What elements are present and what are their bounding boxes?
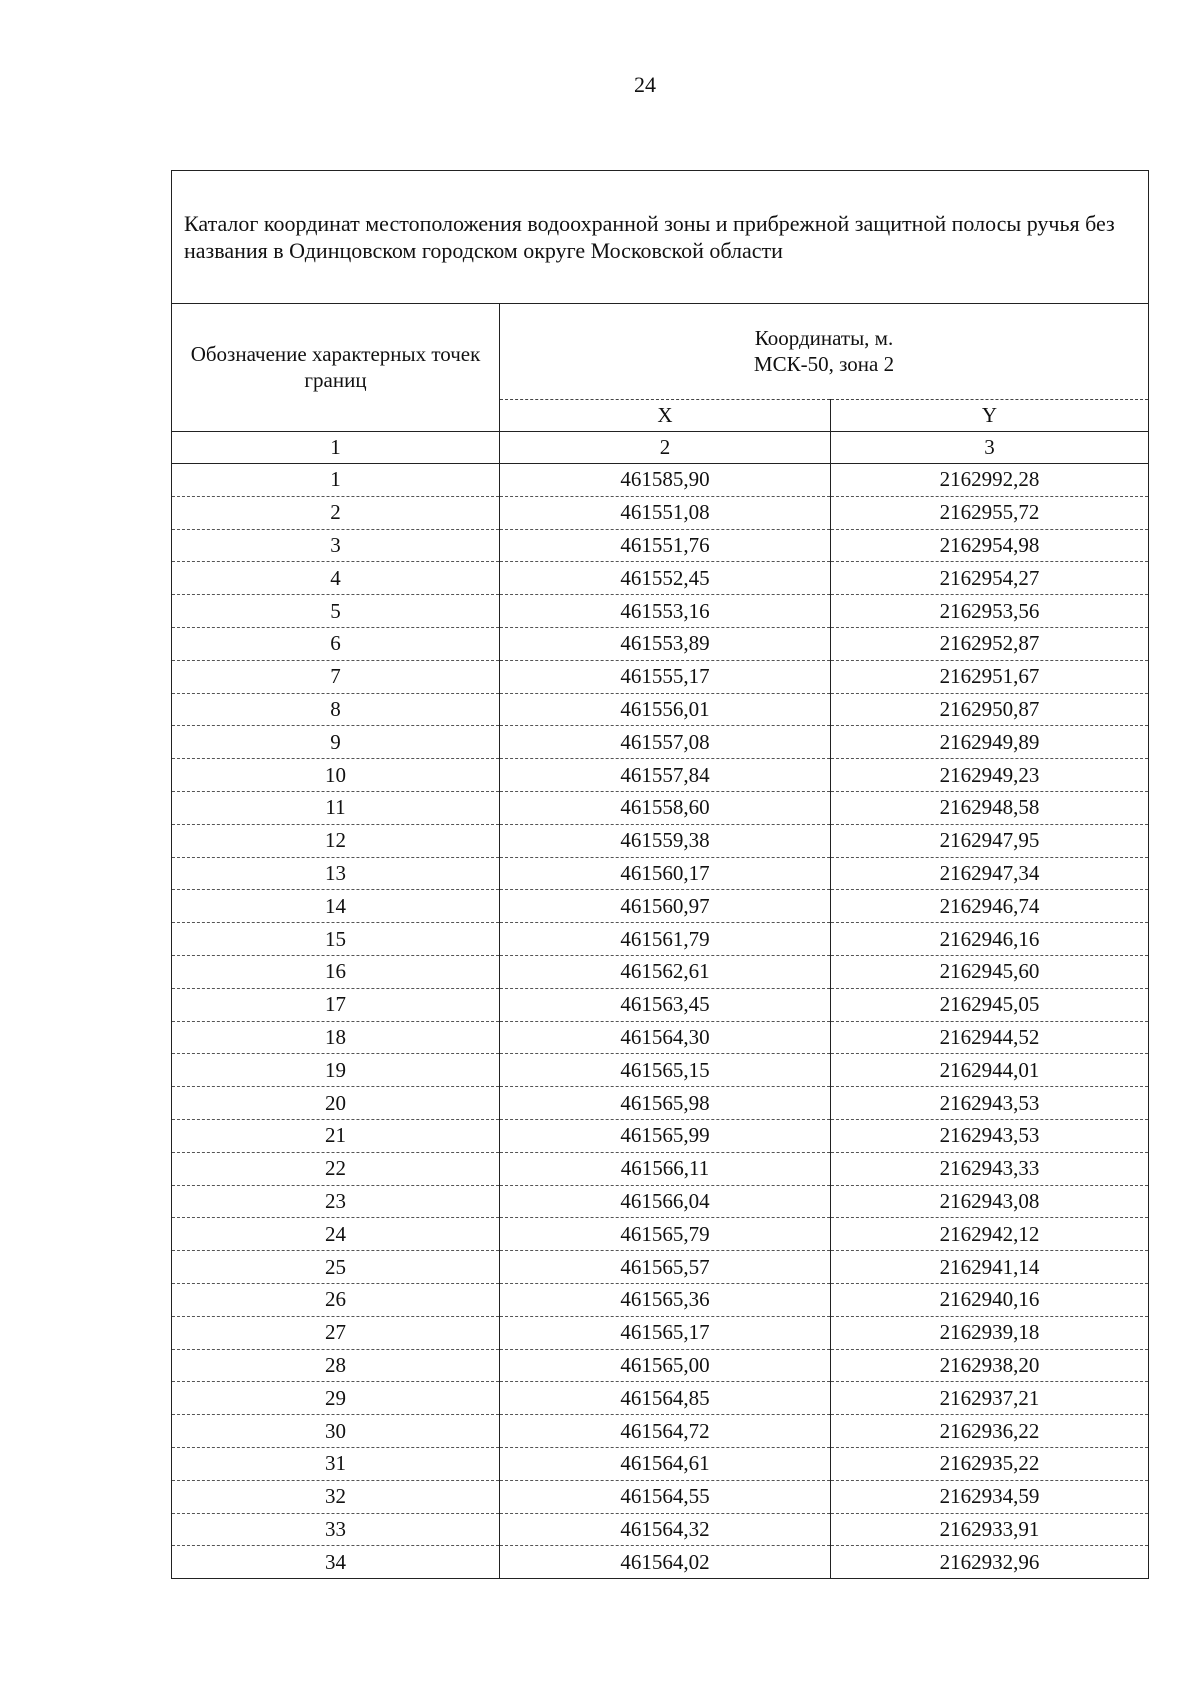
table-row xyxy=(172,660,1149,693)
column-number: 2 xyxy=(500,432,831,464)
point-cell: 29 xyxy=(172,1382,500,1415)
x-column-header: X xyxy=(500,400,831,432)
header-row xyxy=(172,304,1149,400)
y-coordinate-cell: 2162945,05 xyxy=(831,988,1149,1021)
table-row xyxy=(172,1251,1149,1284)
table-row xyxy=(172,824,1149,857)
point-cell: 10 xyxy=(172,759,500,792)
y-coordinate-cell: 2162937,21 xyxy=(831,1382,1149,1415)
point-cell: 7 xyxy=(172,660,500,693)
point-cell: 11 xyxy=(172,791,500,824)
table-row xyxy=(172,1283,1149,1316)
table-row xyxy=(172,791,1149,824)
table-row xyxy=(172,1546,1149,1579)
y-coordinate-cell: 2162932,96 xyxy=(831,1546,1149,1579)
coordinates-header xyxy=(500,304,1149,400)
point-cell: 18 xyxy=(172,1021,500,1054)
x-coordinate-cell: 461558,60 xyxy=(500,791,831,824)
table-row xyxy=(172,890,1149,923)
table-row xyxy=(172,1087,1149,1120)
x-coordinate-cell: 461557,08 xyxy=(500,726,831,759)
x-coordinate-cell: 461564,30 xyxy=(500,1021,831,1054)
table-row xyxy=(172,1513,1149,1546)
table-row xyxy=(172,1054,1149,1087)
point-cell: 21 xyxy=(172,1119,500,1152)
x-coordinate-cell: 461564,02 xyxy=(500,1546,831,1579)
point-cell: 19 xyxy=(172,1054,500,1087)
table-row xyxy=(172,1415,1149,1448)
table-title: Каталог координат местоположения водоохранной зоны и прибрежной защитной полосы ручья без названия в Одинцовском городском округе Московской области xyxy=(172,171,1149,304)
point-cell: 12 xyxy=(172,824,500,857)
point-cell: 33 xyxy=(172,1513,500,1546)
x-coordinate-cell: 461556,01 xyxy=(500,693,831,726)
y-coordinate-cell: 2162948,58 xyxy=(831,791,1149,824)
table-row xyxy=(172,627,1149,660)
x-coordinate-cell: 461553,89 xyxy=(500,627,831,660)
table-row xyxy=(172,1119,1149,1152)
y-coordinate-cell: 2162945,60 xyxy=(831,955,1149,988)
y-coordinate-cell: 2162946,16 xyxy=(831,923,1149,956)
table-row xyxy=(172,988,1149,1021)
x-coordinate-cell: 461565,15 xyxy=(500,1054,831,1087)
x-coordinate-cell: 461565,00 xyxy=(500,1349,831,1382)
y-coordinate-cell: 2162944,52 xyxy=(831,1021,1149,1054)
y-coordinate-cell: 2162940,16 xyxy=(831,1283,1149,1316)
x-coordinate-cell: 461557,84 xyxy=(500,759,831,792)
x-coordinate-cell: 461555,17 xyxy=(500,660,831,693)
table-row xyxy=(172,562,1149,595)
x-coordinate-cell: 461551,76 xyxy=(500,529,831,562)
table-row xyxy=(172,955,1149,988)
x-coordinate-cell: 461565,99 xyxy=(500,1119,831,1152)
point-cell: 4 xyxy=(172,562,500,595)
x-coordinate-cell: 461564,55 xyxy=(500,1480,831,1513)
point-cell: 27 xyxy=(172,1316,500,1349)
x-coordinate-cell: 461565,79 xyxy=(500,1218,831,1251)
y-coordinate-cell: 2162955,72 xyxy=(831,496,1149,529)
y-coordinate-cell: 2162946,74 xyxy=(831,890,1149,923)
table-row xyxy=(172,1316,1149,1349)
point-cell: 14 xyxy=(172,890,500,923)
y-coordinate-cell: 2162942,12 xyxy=(831,1218,1149,1251)
y-coordinate-cell: 2162947,34 xyxy=(831,857,1149,890)
y-coordinate-cell: 2162949,23 xyxy=(831,759,1149,792)
table-row xyxy=(172,923,1149,956)
table-row xyxy=(172,464,1149,497)
y-coordinate-cell: 2162938,20 xyxy=(831,1349,1149,1382)
point-cell: 9 xyxy=(172,726,500,759)
table-row xyxy=(172,1152,1149,1185)
point-cell: 32 xyxy=(172,1480,500,1513)
x-coordinate-cell: 461552,45 xyxy=(500,562,831,595)
coordinates-header-line1: Координаты, м. xyxy=(754,326,894,351)
table-row xyxy=(172,1185,1149,1218)
y-coordinate-cell: 2162941,14 xyxy=(831,1251,1149,1284)
table-row xyxy=(172,1021,1149,1054)
point-cell: 31 xyxy=(172,1447,500,1480)
y-coordinate-cell: 2162992,28 xyxy=(831,464,1149,497)
point-cell: 24 xyxy=(172,1218,500,1251)
point-cell: 8 xyxy=(172,693,500,726)
x-coordinate-cell: 461564,72 xyxy=(500,1415,831,1448)
point-cell: 26 xyxy=(172,1283,500,1316)
table-row xyxy=(172,595,1149,628)
y-coordinate-cell: 2162936,22 xyxy=(831,1415,1149,1448)
point-cell: 5 xyxy=(172,595,500,628)
x-coordinate-cell: 461560,97 xyxy=(500,890,831,923)
table-row xyxy=(172,1480,1149,1513)
point-cell: 20 xyxy=(172,1087,500,1120)
y-coordinate-cell: 2162947,95 xyxy=(831,824,1149,857)
y-coordinate-cell: 2162939,18 xyxy=(831,1316,1149,1349)
point-cell: 1 xyxy=(172,464,500,497)
point-cell: 6 xyxy=(172,627,500,660)
table-row xyxy=(172,759,1149,792)
y-coordinate-cell: 2162934,59 xyxy=(831,1480,1149,1513)
point-cell: 16 xyxy=(172,955,500,988)
y-coordinate-cell: 2162933,91 xyxy=(831,1513,1149,1546)
y-coordinate-cell: 2162943,53 xyxy=(831,1119,1149,1152)
table-row xyxy=(172,1349,1149,1382)
point-cell: 25 xyxy=(172,1251,500,1284)
title-row xyxy=(172,171,1149,304)
y-coordinate-cell: 2162943,53 xyxy=(831,1087,1149,1120)
point-cell: 17 xyxy=(172,988,500,1021)
point-cell: 34 xyxy=(172,1546,500,1579)
point-cell: 13 xyxy=(172,857,500,890)
x-coordinate-cell: 461551,08 xyxy=(500,496,831,529)
x-coordinate-cell: 461565,98 xyxy=(500,1087,831,1120)
table-row xyxy=(172,726,1149,759)
table-row xyxy=(172,529,1149,562)
y-column-header: Y xyxy=(831,400,1149,432)
table-row xyxy=(172,1382,1149,1415)
point-cell: 30 xyxy=(172,1415,500,1448)
x-coordinate-cell: 461562,61 xyxy=(500,955,831,988)
point-cell: 3 xyxy=(172,529,500,562)
x-coordinate-cell: 461566,11 xyxy=(500,1152,831,1185)
table-row xyxy=(172,857,1149,890)
x-coordinate-cell: 461564,85 xyxy=(500,1382,831,1415)
column-number: 1 xyxy=(172,432,500,464)
point-cell: 23 xyxy=(172,1185,500,1218)
y-coordinate-cell: 2162950,87 xyxy=(831,693,1149,726)
x-coordinate-cell: 461565,36 xyxy=(500,1283,831,1316)
y-coordinate-cell: 2162943,33 xyxy=(831,1152,1149,1185)
coordinates-header-line2: МСК-50, зона 2 xyxy=(753,351,895,376)
page-number: 24 xyxy=(634,72,656,97)
column-number-row xyxy=(172,432,1149,464)
points-column-header: Обозначение характерных точек границ xyxy=(172,304,500,432)
point-cell: 22 xyxy=(172,1152,500,1185)
x-coordinate-cell: 461560,17 xyxy=(500,857,831,890)
point-cell: 28 xyxy=(172,1349,500,1382)
y-coordinate-cell: 2162952,87 xyxy=(831,627,1149,660)
x-coordinate-cell: 461566,04 xyxy=(500,1185,831,1218)
table-row xyxy=(172,496,1149,529)
y-coordinate-cell: 2162935,22 xyxy=(831,1447,1149,1480)
y-coordinate-cell: 2162943,08 xyxy=(831,1185,1149,1218)
x-coordinate-cell: 461559,38 xyxy=(500,824,831,857)
coordinates-catalog-table xyxy=(171,170,1149,1579)
table-row xyxy=(172,1218,1149,1251)
x-coordinate-cell: 461563,45 xyxy=(500,988,831,1021)
column-number: 3 xyxy=(831,432,1149,464)
x-coordinate-cell: 461585,90 xyxy=(500,464,831,497)
y-coordinate-cell: 2162949,89 xyxy=(831,726,1149,759)
table-row xyxy=(172,693,1149,726)
x-coordinate-cell: 461564,61 xyxy=(500,1447,831,1480)
x-coordinate-cell: 461561,79 xyxy=(500,923,831,956)
x-coordinate-cell: 461564,32 xyxy=(500,1513,831,1546)
point-cell: 15 xyxy=(172,923,500,956)
point-cell: 2 xyxy=(172,496,500,529)
y-coordinate-cell: 2162953,56 xyxy=(831,595,1149,628)
y-coordinate-cell: 2162944,01 xyxy=(831,1054,1149,1087)
y-coordinate-cell: 2162951,67 xyxy=(831,660,1149,693)
x-coordinate-cell: 461565,57 xyxy=(500,1251,831,1284)
table-row xyxy=(172,1447,1149,1480)
y-coordinate-cell: 2162954,27 xyxy=(831,562,1149,595)
x-coordinate-cell: 461553,16 xyxy=(500,595,831,628)
y-coordinate-cell: 2162954,98 xyxy=(831,529,1149,562)
x-coordinate-cell: 461565,17 xyxy=(500,1316,831,1349)
